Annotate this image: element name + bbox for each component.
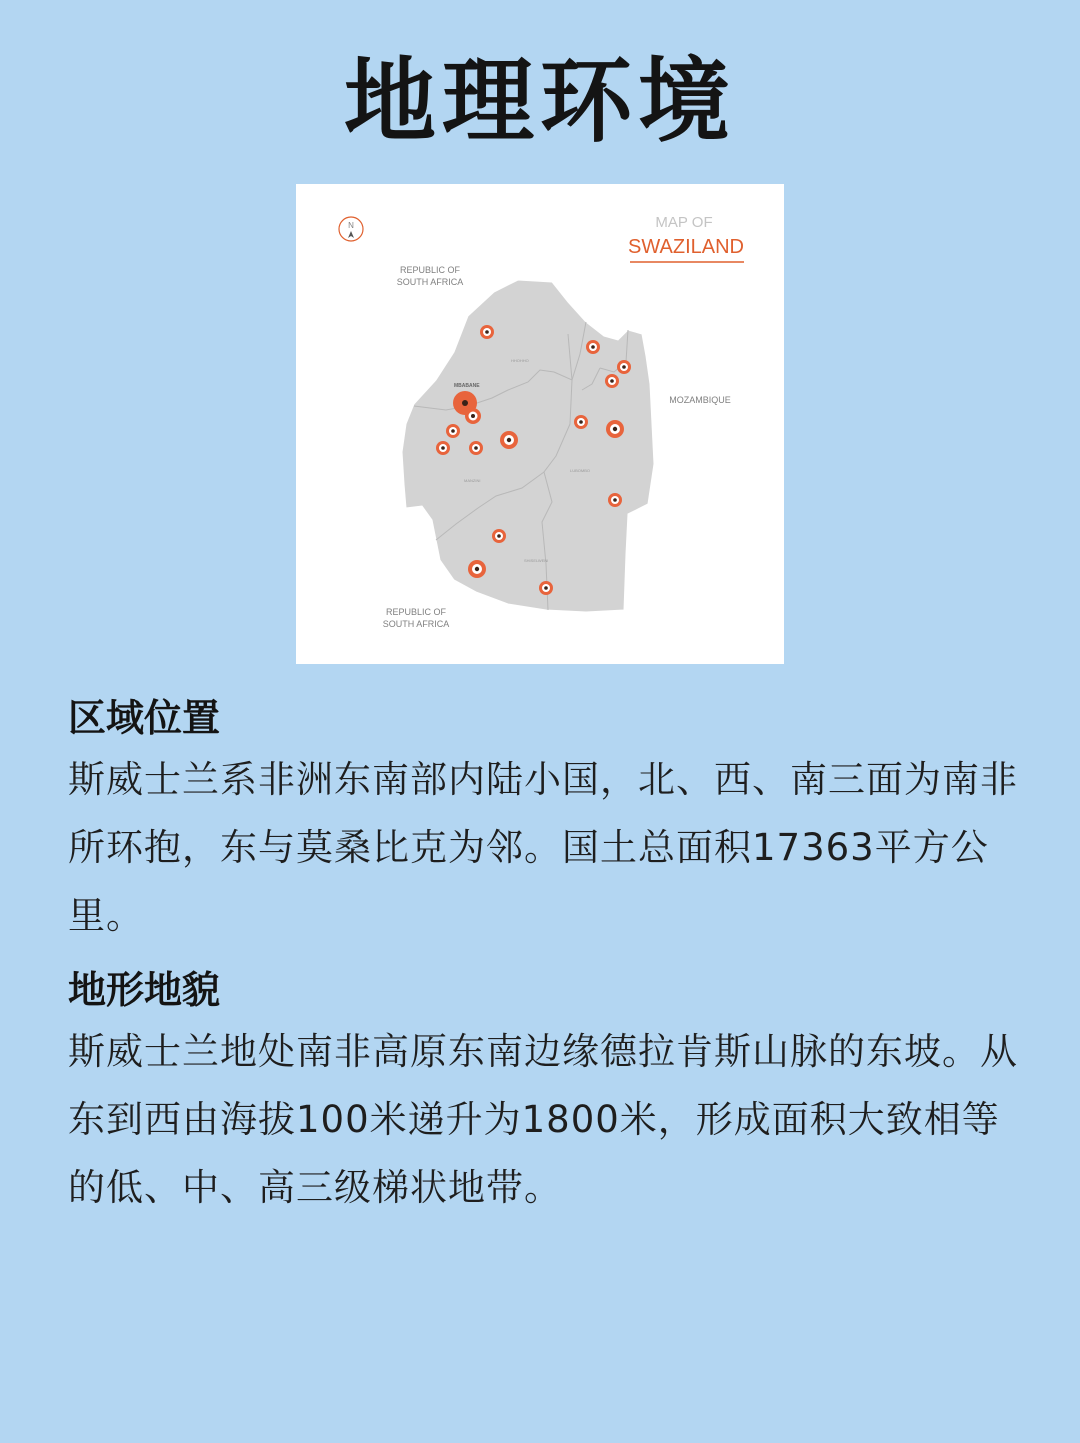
city-marker: [500, 431, 518, 449]
svg-text:MANZINI: MANZINI: [464, 478, 481, 483]
label-south-line2: SOUTH AFRICA: [382, 619, 450, 629]
city-marker: [574, 415, 588, 429]
city-marker: [608, 493, 622, 507]
city-marker: [469, 441, 483, 455]
compass-icon: [339, 217, 363, 241]
city-marker: [606, 420, 624, 438]
city-marker: [605, 374, 619, 388]
label-north-line2: SOUTH AFRICA: [396, 277, 464, 287]
city-marker: [586, 340, 600, 354]
map-header-line2: SWAZILAND: [628, 236, 744, 258]
section-terrain: [68, 962, 1018, 1222]
compass-letter: N: [348, 221, 354, 230]
svg-text:HHOHHO: HHOHHO: [511, 358, 529, 363]
section-heading: 区域位置: [68, 696, 221, 740]
page-title: 地理环境: [343, 48, 736, 155]
city-marker: [539, 581, 553, 595]
city-marker: [468, 560, 486, 578]
section-location: [68, 690, 1018, 950]
city-marker: [436, 441, 450, 455]
map-header-line1: MAP OF: [655, 214, 713, 231]
city-marker: [446, 424, 460, 438]
city-marker: [492, 529, 506, 543]
city-marker: [465, 408, 481, 424]
svg-text:SHISELWENI: SHISELWENI: [524, 558, 549, 563]
section-heading: 地形地貌: [68, 968, 221, 1012]
section-body: 斯威士兰地处南非高原东南边缘德拉肯斯山脉的东坡。从东到西由海拔100米递升为1800米，形成面积大致相等的低、中、高三级梯状地带。: [68, 1030, 1018, 1209]
map-image: [296, 184, 784, 664]
label-south-line1: REPUBLIC OF: [385, 607, 447, 617]
label-capital: MBABANE: [454, 383, 480, 389]
city-marker: [617, 360, 631, 374]
section-body: 斯威士兰系非洲东南部内陆小国，北、西、南三面为南非所环抱，东与莫桑比克为邻。国土总面积17363平方公里。: [68, 758, 1018, 937]
label-north-line1: REPUBLIC OF: [399, 265, 461, 275]
city-marker: [480, 325, 494, 339]
label-east: MOZAMBIQUE: [669, 395, 731, 405]
swaziland-map: [296, 184, 784, 664]
svg-text:LUBOMBO: LUBOMBO: [570, 468, 591, 473]
